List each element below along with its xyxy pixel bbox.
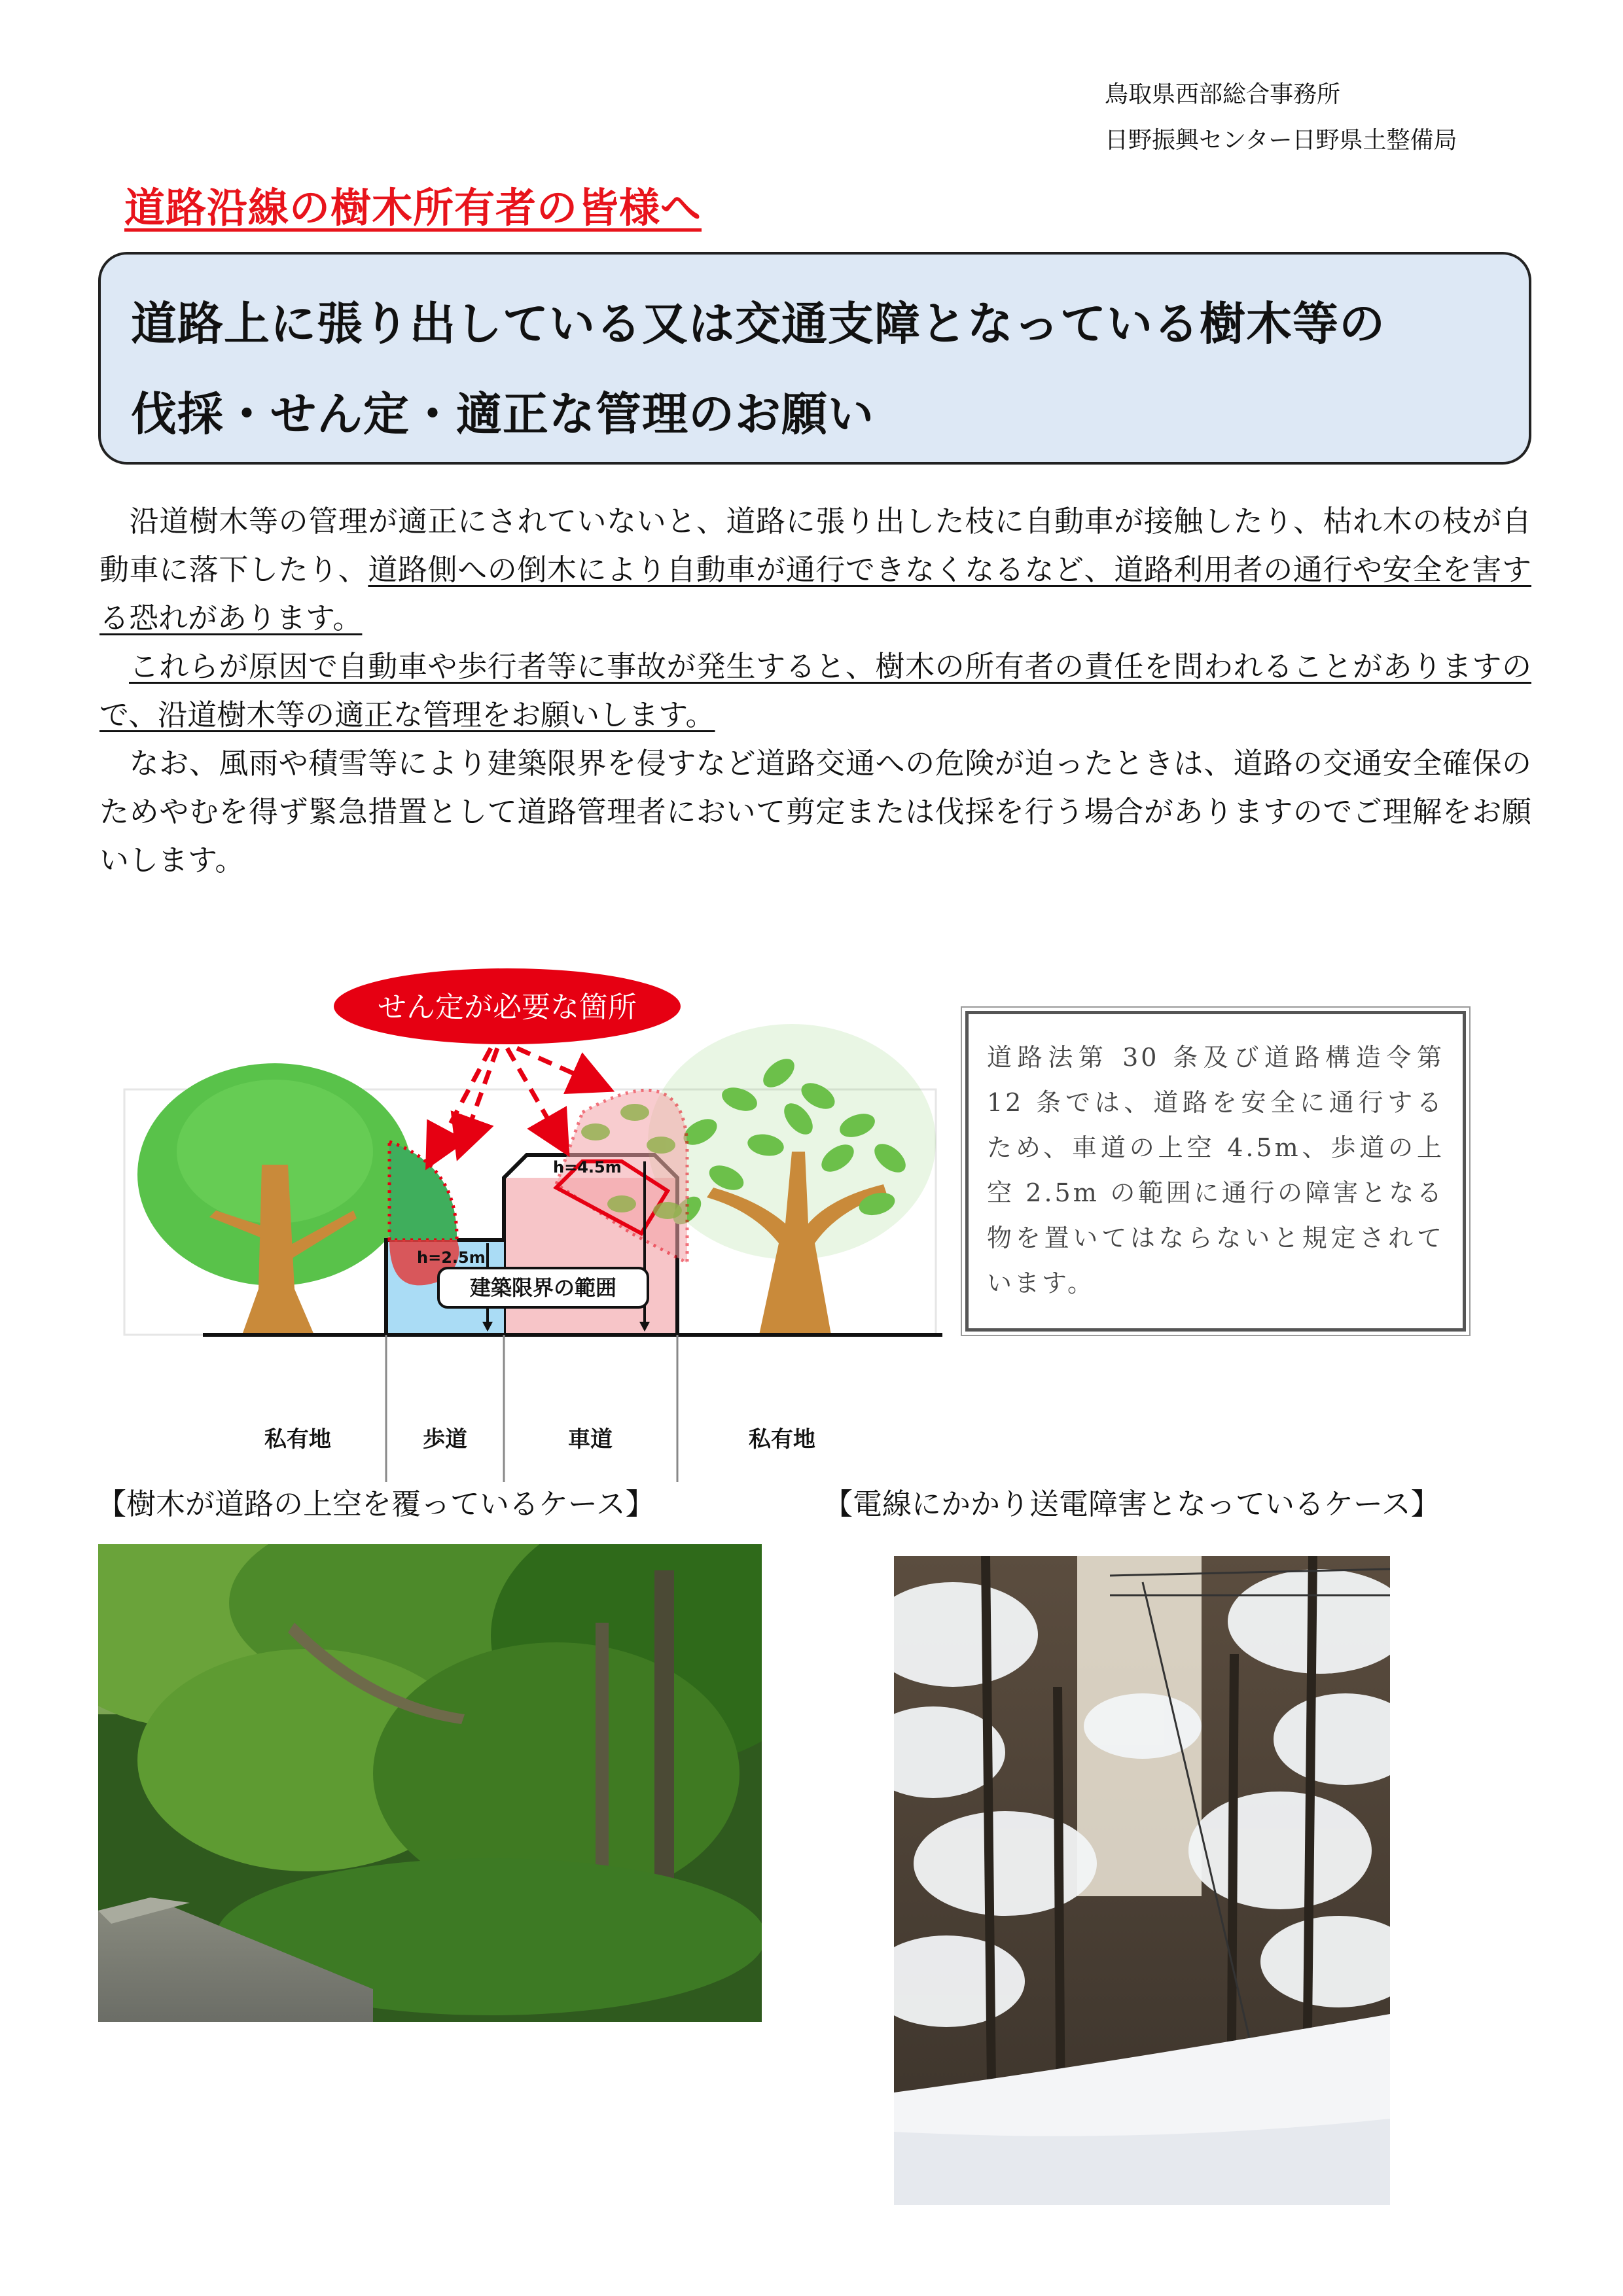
body-text [99,497,1531,885]
notice-heading: 道路沿線の樹木所有者の皆様へ [124,184,702,232]
callout-label: せん定が必要な箇所 [378,991,637,1023]
paragraph-2-underlined: これらが原因で自動車や歩行者等に事故が発生すると、樹木の所有者の責任を問われることがありますので、沿道樹木等の適正な管理をお願いします。 [99,649,1531,732]
zone-dividers [386,1335,677,1482]
caption-overhanging-trees: 【樹木が道路の上空を覆っているケース】 [97,1487,655,1521]
sidewalk-overhang-sector [389,1142,457,1240]
paragraph-3 [99,739,1531,885]
clearance-label: 建築限界の範囲 [469,1275,617,1300]
road-law-note: 道路法第 30 条及び道路構造令第 12 条では、道路を安全に通行するため、車道の上空 4.5m、歩道の上空 2.5m の範囲に通行の障害となる物を置いてはならないと規定されています。 [965,1011,1466,1332]
right-tree-illustration [648,1024,936,1335]
title-box [98,252,1531,465]
zone-label-sidewalk: 歩道 [423,1426,467,1453]
clearance-diagram-svg [98,936,962,1498]
zone-label-private-left: 私有地 [264,1426,331,1453]
title-line-2: 伐採・せん定・適正な管理のお願い [131,387,874,441]
paragraph-1 [99,497,1531,643]
paragraph-1-underlined: 道路側への倒木により自動車が通行できなくなるなど、道路利用者の通行や安全を害する恐れがあります。 [99,552,1531,635]
issuer-bureau: 日野振興センター日野県土整備局 [1105,127,1457,154]
left-tree-illustration [137,1063,412,1335]
paragraph-2 [99,643,1531,739]
paragraph-3-text: なお、風雨や積雪等により建築限界を侵すなど道路交通への危険が迫ったときは、道路の交通安全確保のためやむを得ず緊急措置として道路管理者において剪定または伐採を行う場合がありますのでご理解をお願いします。 [99,746,1531,877]
issuer-office: 鳥取県西部総合事務所 [1105,81,1341,108]
paragraph-1-plain: 沿道樹木等の管理が適正にされていないと、道路に張り出した枝に自動車が接触したり、枯れ木の枝が自動車に落下したり、 [99,504,1531,587]
sidewalk-height-label: h=2.5m [417,1248,486,1267]
caption-power-line-trees: 【電線にかかり送電障害となっているケース】 [823,1487,1440,1521]
photo-overhanging-trees [98,1544,762,2022]
zone-label-private-right: 私有地 [749,1426,815,1453]
zone-label-roadway: 車道 [568,1426,613,1453]
roadway-height-label: h=4.5m [553,1158,622,1176]
title-line-1: 道路上に張り出している又は交通支障となっている樹木等の [131,297,1385,351]
clearance-diagram [98,936,962,1498]
photo-snow-power-lines [894,1556,1390,2205]
